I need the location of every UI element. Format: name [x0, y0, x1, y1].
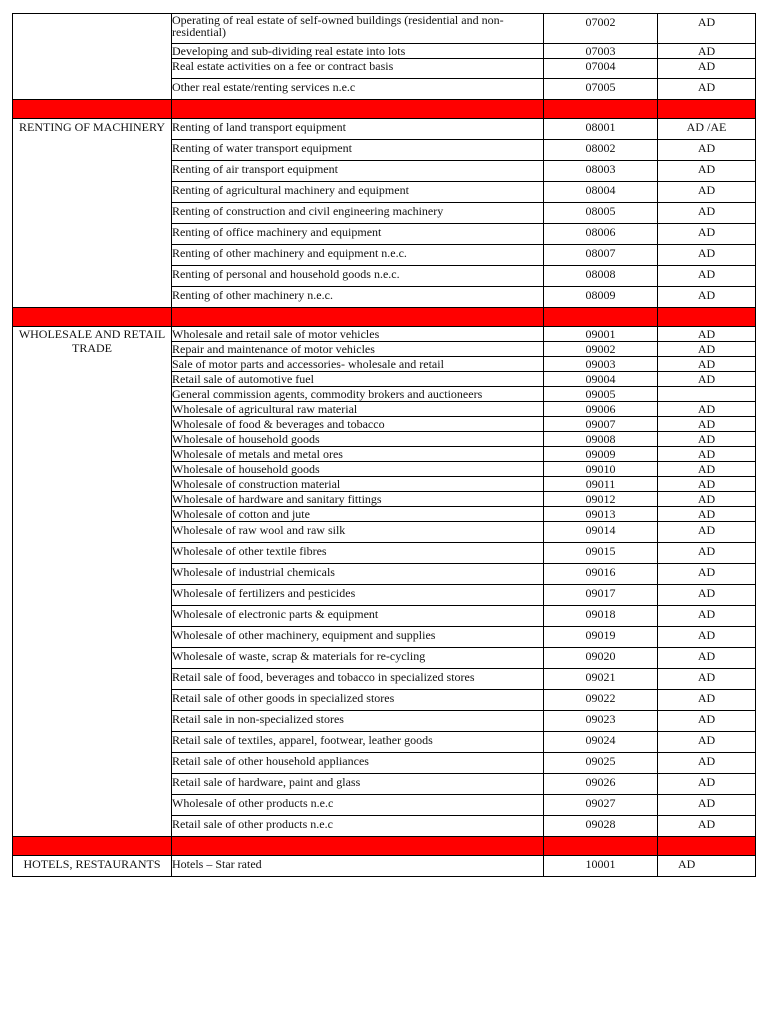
table-row	[13, 14, 756, 44]
code-cell: 09011	[544, 477, 658, 492]
code-cell: 09019	[544, 627, 658, 648]
activity-cell: Wholesale of industrial chemicals	[172, 564, 544, 585]
code-cell: 09026	[544, 774, 658, 795]
code-cell: 08003	[544, 161, 658, 182]
section-title: RENTING OF MACHINERY	[13, 119, 172, 308]
activity-cell: Renting of air transport equipment	[172, 161, 544, 182]
class-cell: AD	[658, 287, 756, 308]
class-cell: AD	[658, 507, 756, 522]
code-cell: 09006	[544, 402, 658, 417]
activity-cell: Wholesale of construction material	[172, 477, 544, 492]
code-cell: 09016	[544, 564, 658, 585]
activity-cell: Wholesale of electronic parts & equipment	[172, 606, 544, 627]
class-cell: AD	[658, 417, 756, 432]
code-cell: 09018	[544, 606, 658, 627]
class-cell: AD	[658, 669, 756, 690]
class-cell: AD	[658, 585, 756, 606]
code-cell: 09002	[544, 342, 658, 357]
code-cell: 09012	[544, 492, 658, 507]
activity-cell: Retail sale of other products n.e.c	[172, 816, 544, 837]
class-cell: AD	[658, 732, 756, 753]
activity-cell: Wholesale of other machinery, equipment and supplies	[172, 627, 544, 648]
class-cell: AD	[658, 648, 756, 669]
class-cell: AD /AE	[658, 119, 756, 140]
table-row	[13, 856, 756, 877]
activity-cell: Wholesale and retail sale of motor vehicles	[172, 327, 544, 342]
code-cell: 09017	[544, 585, 658, 606]
activity-cell: Renting of water transport equipment	[172, 140, 544, 161]
code-cell: 09010	[544, 462, 658, 477]
activity-cell: General commission agents, commodity brokers and auctioneers	[172, 387, 544, 402]
activity-cell: Retail sale of hardware, paint and glass	[172, 774, 544, 795]
class-cell: AD	[658, 79, 756, 100]
class-cell: AD	[658, 372, 756, 387]
activity-cell: Wholesale of food & beverages and tobacco	[172, 417, 544, 432]
code-cell: 08008	[544, 266, 658, 287]
code-cell: 07003	[544, 44, 658, 59]
code-cell: 09028	[544, 816, 658, 837]
activity-cell: Renting of agricultural machinery and equipment	[172, 182, 544, 203]
code-cell: 09008	[544, 432, 658, 447]
class-cell: AD	[658, 774, 756, 795]
class-cell: AD	[658, 182, 756, 203]
code-cell: 09023	[544, 711, 658, 732]
code-cell: 09015	[544, 543, 658, 564]
class-cell: AD	[658, 522, 756, 543]
class-cell: AD	[658, 711, 756, 732]
activity-cell: Renting of personal and household goods n.e.c.	[172, 266, 544, 287]
code-cell: 08006	[544, 224, 658, 245]
code-cell: 09001	[544, 327, 658, 342]
activity-cell: Wholesale of cotton and jute	[172, 507, 544, 522]
activity-cell: Renting of other machinery n.e.c.	[172, 287, 544, 308]
activity-cell: Retail sale of textiles, apparel, footwear, leather goods	[172, 732, 544, 753]
activity-cell: Sale of motor parts and accessories- wholesale and retail	[172, 357, 544, 372]
activity-cell: Retail sale in non-specialized stores	[172, 711, 544, 732]
code-cell: 07002	[544, 14, 658, 44]
class-cell: AD	[658, 606, 756, 627]
activity-cell: Other real estate/renting services n.e.c	[172, 79, 544, 100]
class-cell: AD	[658, 690, 756, 711]
activity-cell: Developing and sub-dividing real estate into lots	[172, 44, 544, 59]
code-cell: 09025	[544, 753, 658, 774]
activity-cell: Renting of land transport equipment	[172, 119, 544, 140]
class-cell: AD	[658, 44, 756, 59]
activity-cell: Wholesale of agricultural raw material	[172, 402, 544, 417]
section-separator	[13, 837, 756, 856]
code-cell: 08009	[544, 287, 658, 308]
code-cell: 09013	[544, 507, 658, 522]
activity-cell: Wholesale of metals and metal ores	[172, 447, 544, 462]
code-cell: 09022	[544, 690, 658, 711]
activity-cell: Retail sale of other household appliances	[172, 753, 544, 774]
activity-cell: Retail sale of food, beverages and tobacco in specialized stores	[172, 669, 544, 690]
activity-cell: Wholesale of hardware and sanitary fittings	[172, 492, 544, 507]
activity-cell: Wholesale of fertilizers and pesticides	[172, 585, 544, 606]
code-cell: 08002	[544, 140, 658, 161]
activity-cell: Wholesale of other products n.e.c	[172, 795, 544, 816]
class-cell: AD	[658, 245, 756, 266]
code-cell: 09009	[544, 447, 658, 462]
activity-cell: Wholesale of waste, scrap & materials for re-cycling	[172, 648, 544, 669]
code-cell: 07004	[544, 59, 658, 79]
code-cell: 09027	[544, 795, 658, 816]
section-title	[13, 14, 172, 100]
activity-cell: Renting of other machinery and equipment n.e.c.	[172, 245, 544, 266]
class-cell: AD	[658, 140, 756, 161]
code-cell: 09007	[544, 417, 658, 432]
class-cell: AD	[658, 327, 756, 342]
class-cell: AD	[658, 564, 756, 585]
code-cell: 10001	[544, 856, 658, 877]
class-cell: AD	[658, 432, 756, 447]
code-cell: 08004	[544, 182, 658, 203]
activity-cell: Repair and maintenance of motor vehicles	[172, 342, 544, 357]
class-cell: AD	[658, 402, 756, 417]
table-row	[13, 119, 756, 140]
activity-classification-table	[12, 13, 756, 877]
class-cell: AD	[658, 856, 756, 877]
code-cell: 07005	[544, 79, 658, 100]
section-title: HOTELS, RESTAURANTS	[13, 856, 172, 877]
activity-cell: Wholesale of other textile fibres	[172, 543, 544, 564]
activity-cell: Wholesale of raw wool and raw silk	[172, 522, 544, 543]
code-cell: 09004	[544, 372, 658, 387]
class-cell: AD	[658, 753, 756, 774]
class-cell: AD	[658, 203, 756, 224]
section-title: WHOLESALE AND RETAIL TRADE	[13, 327, 172, 837]
code-cell: 09024	[544, 732, 658, 753]
code-cell: 09020	[544, 648, 658, 669]
class-cell: AD	[658, 357, 756, 372]
activity-cell: Retail sale of automotive fuel	[172, 372, 544, 387]
class-cell: AD	[658, 14, 756, 44]
code-cell: 09014	[544, 522, 658, 543]
activity-cell: Real estate activities on a fee or contract basis	[172, 59, 544, 79]
class-cell: AD	[658, 224, 756, 245]
class-cell: AD	[658, 816, 756, 837]
class-cell: AD	[658, 543, 756, 564]
class-cell: AD	[658, 492, 756, 507]
class-cell: AD	[658, 161, 756, 182]
table-body	[13, 14, 756, 877]
code-cell: 08005	[544, 203, 658, 224]
code-cell: 09003	[544, 357, 658, 372]
activity-cell: Renting of construction and civil engineering machinery	[172, 203, 544, 224]
activity-cell: Wholesale of household goods	[172, 432, 544, 447]
class-cell: AD	[658, 462, 756, 477]
activity-cell: Hotels – Star rated	[172, 856, 544, 877]
section-separator	[13, 100, 756, 119]
class-cell	[658, 387, 756, 402]
code-cell: 08007	[544, 245, 658, 266]
section-separator	[13, 308, 756, 327]
activity-cell: Wholesale of household goods	[172, 462, 544, 477]
class-cell: AD	[658, 447, 756, 462]
code-cell: 08001	[544, 119, 658, 140]
table-row	[13, 327, 756, 342]
activity-cell: Renting of office machinery and equipment	[172, 224, 544, 245]
code-cell: 09005	[544, 387, 658, 402]
class-cell: AD	[658, 59, 756, 79]
class-cell: AD	[658, 342, 756, 357]
activity-cell: Operating of real estate of self-owned buildings (residential and non-residential)	[172, 14, 544, 44]
class-cell: AD	[658, 795, 756, 816]
class-cell: AD	[658, 266, 756, 287]
activity-cell: Retail sale of other goods in specialized stores	[172, 690, 544, 711]
class-cell: AD	[658, 477, 756, 492]
code-cell: 09021	[544, 669, 658, 690]
class-cell: AD	[658, 627, 756, 648]
